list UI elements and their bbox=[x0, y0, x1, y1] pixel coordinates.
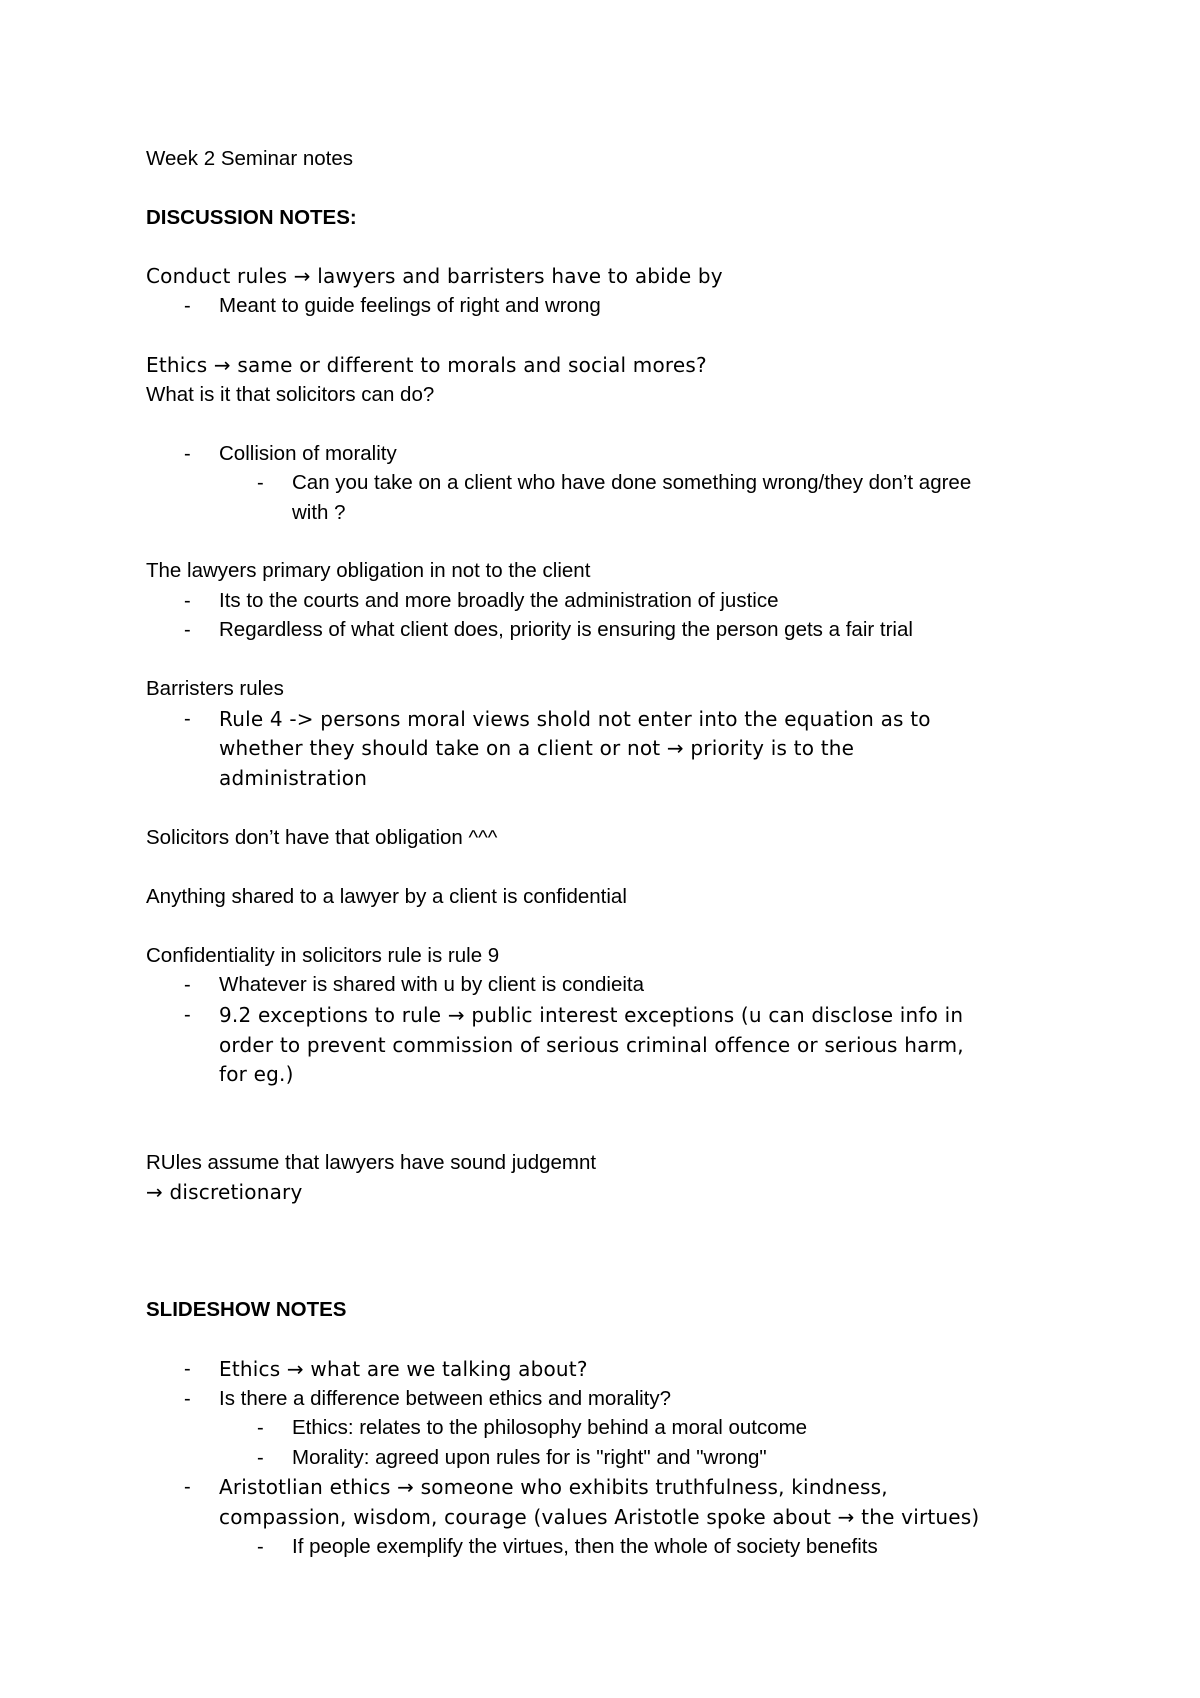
slideshow-sub-bullet-1: Ethics: relates to the philosophy behind a moral outcome bbox=[292, 1416, 808, 1439]
confidential-line: Anything shared to a lawyer by a client is confidential bbox=[146, 885, 627, 908]
solicitors-question: What is it that solicitors can do? bbox=[146, 383, 435, 406]
bullet-dash: - bbox=[184, 619, 191, 641]
bullet-dash: - bbox=[184, 1476, 191, 1498]
bullet-dash: - bbox=[257, 1447, 264, 1469]
primary-bullet-2: Regardless of what client does, priority is ensuring the person gets a fair trial bbox=[219, 618, 913, 641]
slideshow-sub-bullet-3: If people exemplify the virtues, then the whole of society benefits bbox=[292, 1535, 878, 1558]
confidentiality-bullet-1: Whatever is shared with u by client is condieita bbox=[219, 973, 645, 996]
rule4-bullet-cont-1: whether they should take on a client or not → priority is to the bbox=[219, 736, 855, 760]
slideshow-bullet-3: Aristotlian ethics → someone who exhibits truthfulness, kindness, bbox=[219, 1475, 888, 1499]
bullet-dash: - bbox=[184, 443, 191, 465]
bullet-dash: - bbox=[184, 708, 191, 730]
bullet-dash: - bbox=[184, 1358, 191, 1380]
primary-obligation: The lawyers primary obligation in not to the client bbox=[146, 559, 591, 582]
confidentiality-rule: Confidentiality in solicitors rule is rule 9 bbox=[146, 944, 500, 967]
discretionary-line: → discretionary bbox=[146, 1180, 303, 1204]
slideshow-sub-bullet-2: Morality: agreed upon rules for is "right" and "wrong" bbox=[292, 1446, 767, 1469]
page-title: Week 2 Seminar notes bbox=[146, 147, 354, 170]
ethics-line: Ethics → same or different to morals and social mores? bbox=[146, 353, 707, 377]
rules-assume: RUles assume that lawyers have sound judgemnt bbox=[146, 1151, 597, 1174]
rule4-bullet: Rule 4 -> persons moral views shold not enter into the equation as to bbox=[219, 707, 931, 731]
bullet-dash: - bbox=[257, 1536, 264, 1558]
conduct-rules-line: Conduct rules → lawyers and barristers have to abide by bbox=[146, 264, 723, 288]
bullet-dash: - bbox=[184, 1388, 191, 1410]
slideshow-heading: SLIDESHOW NOTES bbox=[146, 1298, 347, 1321]
slideshow-bullet-3-cont: compassion, wisdom, courage (values Aristotle spoke about → the virtues) bbox=[219, 1505, 980, 1529]
confidentiality-bullet-2: 9.2 exceptions to rule → public interest exceptions (u can disclose info in bbox=[219, 1003, 964, 1027]
primary-bullet-1: Its to the courts and more broadly the administration of justice bbox=[219, 589, 779, 612]
bullet-dash: - bbox=[257, 472, 264, 494]
bullet-dash: - bbox=[184, 590, 191, 612]
collision-sub-bullet: Can you take on a client who have done something wrong/they don’t agree bbox=[292, 471, 972, 494]
bullet-dash: - bbox=[184, 295, 191, 317]
bullet-dash: - bbox=[257, 1417, 264, 1439]
rule4-bullet-cont-2: administration bbox=[219, 766, 368, 790]
discussion-heading: DISCUSSION NOTES: bbox=[146, 206, 357, 229]
confidentiality-bullet-2-cont-1: order to prevent commission of serious criminal offence or serious harm, bbox=[219, 1033, 964, 1057]
barristers-rules: Barristers rules bbox=[146, 677, 284, 700]
solicitors-obligation: Solicitors don’t have that obligation ^^^ bbox=[146, 826, 498, 849]
collision-bullet: Collision of morality bbox=[219, 442, 397, 465]
conduct-bullet: Meant to guide feelings of right and wrong bbox=[219, 294, 601, 317]
bullet-dash: - bbox=[184, 974, 191, 996]
confidentiality-bullet-2-cont-2: for eg.) bbox=[219, 1062, 294, 1086]
collision-sub-bullet-cont: with ? bbox=[292, 501, 346, 524]
bullet-dash: - bbox=[184, 1004, 191, 1026]
slideshow-bullet-2: Is there a difference between ethics and morality? bbox=[219, 1387, 672, 1410]
slideshow-bullet-1: Ethics → what are we talking about? bbox=[219, 1357, 588, 1381]
